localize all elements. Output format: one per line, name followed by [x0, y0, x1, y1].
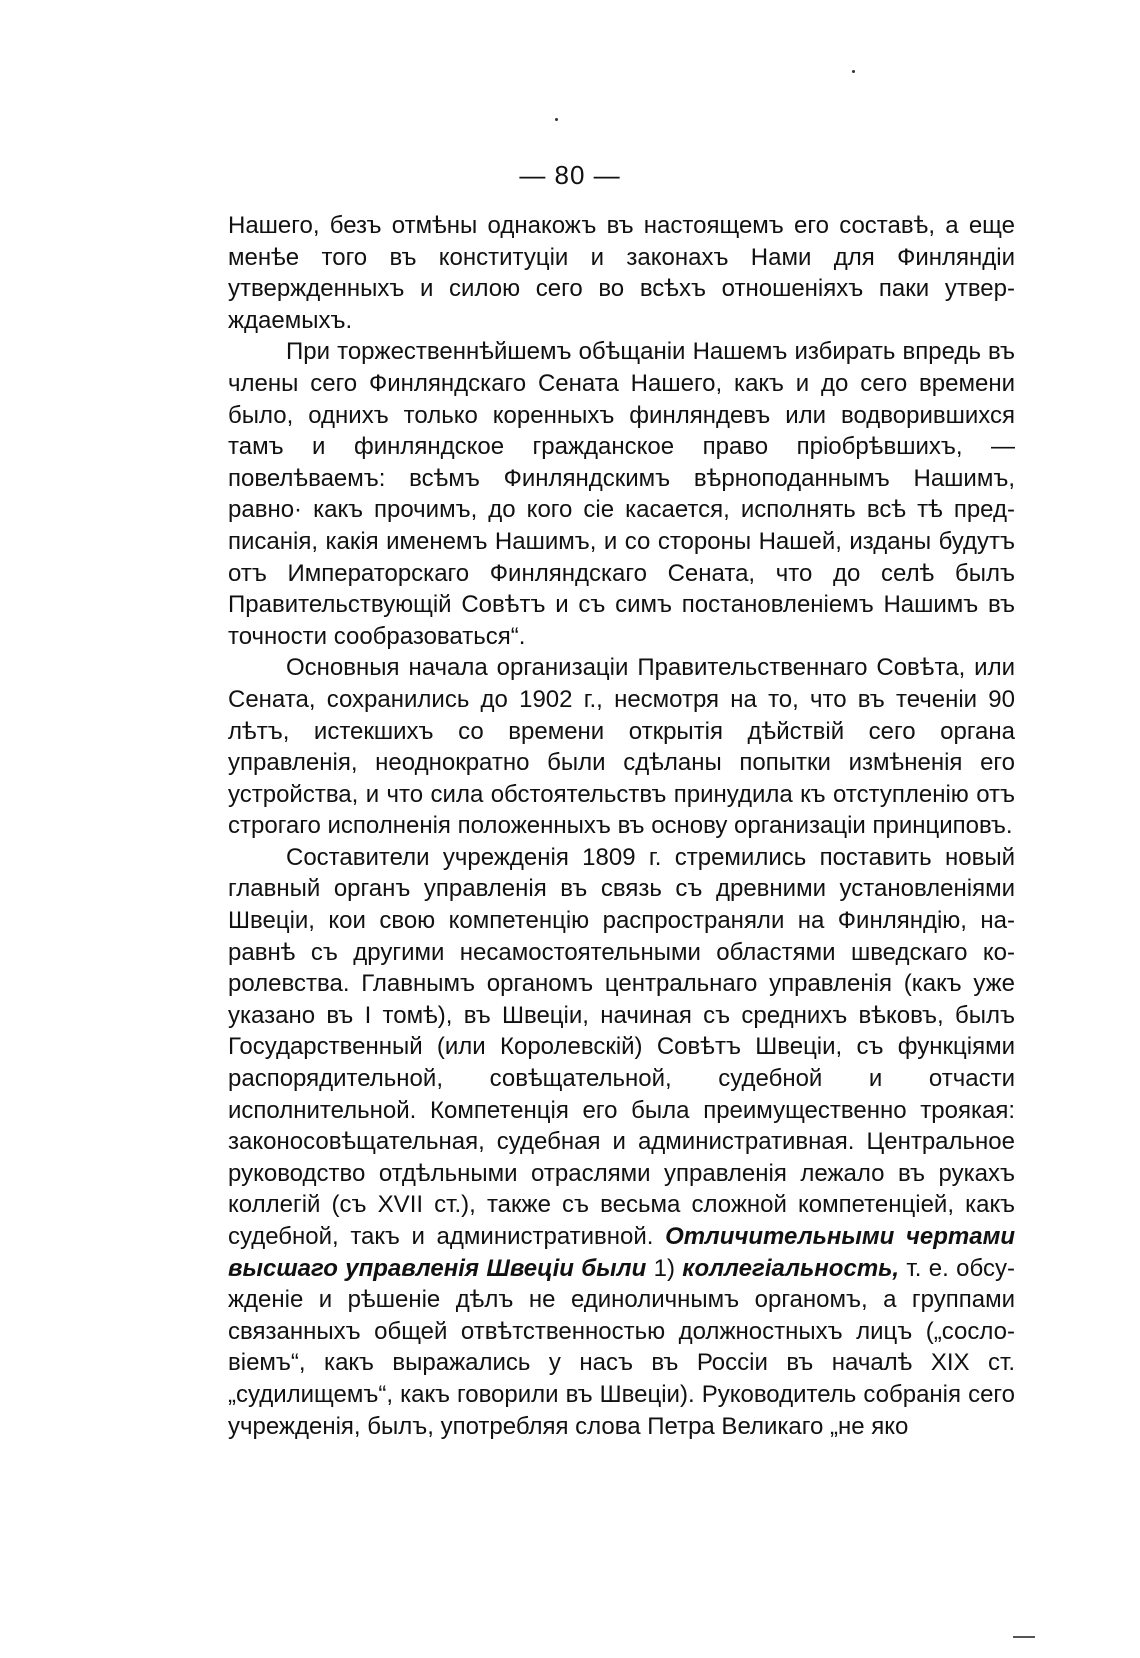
paragraph-text: При торжественнѣйшемъ обѣщаніи Нашемъ избирать впредь въ члены сего Финляндскаго Сената Нашего, какъ и до сего времени было, однихъ только коренныхъ финляндевъ или водворившихся тамъ и финляндское гражданское право пріобрѣвшихъ, — повелѣваемъ: всѣмъ Финляндскимъ вѣрноподаннымъ Нашимъ, равно· какъ прочимъ, до кого сіе касается, исполнять всѣ тѣ предписанія, какія именемъ Нашимъ, и со стороны Нашей, изданы будутъ отъ Императорскаго Финляндскаго Сената, что до селѣ былъ Правительствующій Совѣтъ и съ симъ постановленіемъ Нашимъ въ точности сообразоваться“. — [228, 338, 1015, 650]
paragraph-text: Нашего, безъ отмѣны однакожъ въ настоящемъ его составѣ, а еще менѣе того въ конституціи и законахъ Нами для Финляндіи утвержденныхъ и силою сего во всѣхъ отношеніяхъ паки утверждаемыхъ. — [228, 212, 1015, 334]
page-number: — 80 — — [519, 160, 621, 190]
body-text — [228, 210, 1015, 1442]
paragraph — [228, 652, 1015, 842]
scan-edge-mark — [1013, 1636, 1035, 1638]
paragraph-text: Основныя начала организаціи Правительственнаго Совѣта, или Сената, сохранились до 1902 г., несмотря на то, что въ теченіи 90 лѣтъ, истекшихъ со времени открытія дѣйствій сего органа управленія, неоднократно были сдѣланы попытки измѣненія его устройства, и что сила обстоятельствъ принудила къ отступленію отъ строгаго исполненія положенныхъ въ основу организаціи принциповъ. — [228, 654, 1015, 840]
paper-speck — [555, 118, 558, 121]
paragraph — [228, 336, 1015, 652]
paper-speck — [852, 70, 855, 73]
emphasized-text: Отличительными чертами высшаго управленія Швеціи были — [228, 1223, 1016, 1282]
paragraph-text: 1) — [646, 1254, 683, 1282]
paragraph-text: Составители учрежденія 1809 г. стремились поставить новый главный органъ управленія въ связь съ древними установленіями Швеціи, кои свою компетенцію распространяли на Финляндію, наравнѣ съ другими несамостоятельными областями шведскаго королевства. Главнымъ органомъ центральнаго управленія (какъ уже указано въ I томѣ), въ Швеціи, начиная съ среднихъ вѣковъ, былъ Государственный (или Королевскій) Совѣтъ Швеціи, съ функціями распорядительной, совѣщательной, судебной и отчасти исполнительной. Компетенція его была преимущественно троякая: законосовѣщательная, судебная и административная. Центральное руководство отдѣльными отраслями управленія лежало въ рукахъ коллегій (съ XVII ст.), также съ весьма сложной компетенціей, какъ судебной, такъ и административной. — [228, 843, 1015, 1250]
paragraph — [228, 210, 1015, 336]
paragraph-text: т. е. обсужденіе и рѣшеніе дѣлъ не единоличнымъ органомъ, а группами связанныхъ общей отвѣтственностью должностныхъ лицъ („сословіемъ“, какъ выражались у насъ въ Россіи въ началѣ XIX ст. „судилищемъ“, какъ говорили въ Швеціи). Руководитель собранія сего учрежденія, былъ, употребляя слова Петра Великаго „не яко — [228, 1254, 1015, 1440]
emphasized-text: коллегіальность, — [682, 1254, 900, 1282]
paragraph — [228, 842, 1015, 1442]
